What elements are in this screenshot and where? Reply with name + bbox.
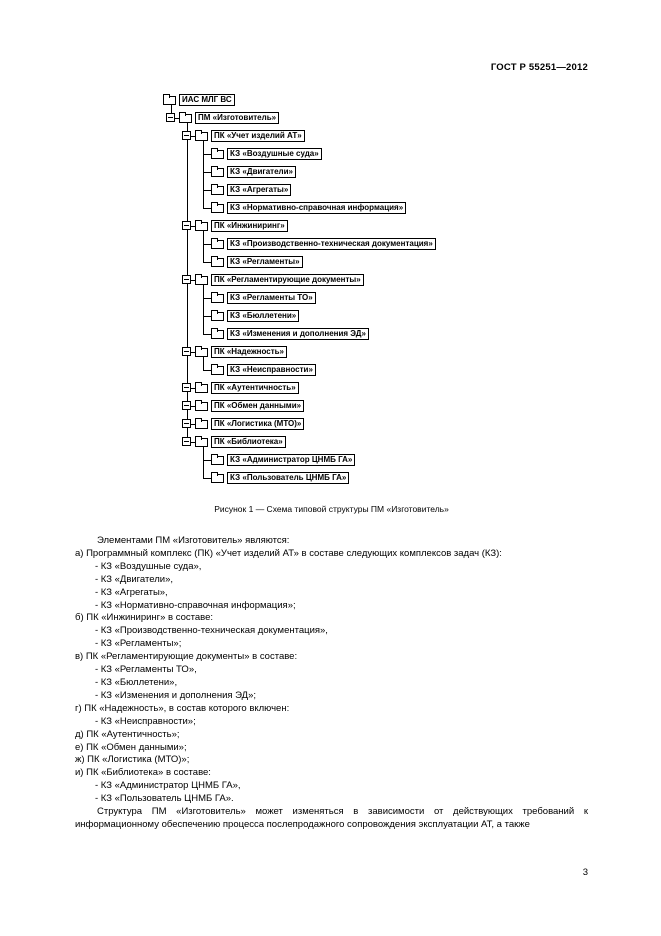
tree-node bbox=[211, 199, 588, 217]
tree-node-label: КЗ «Агрегаты» bbox=[227, 184, 291, 196]
tree-node-label: КЗ «Пользователь ЦНМБ ГА» bbox=[227, 472, 349, 484]
tree-node-label: КЗ «Бюллетени» bbox=[227, 310, 299, 322]
folder-icon bbox=[211, 258, 224, 267]
folder-icon bbox=[195, 222, 208, 231]
folder-icon bbox=[195, 132, 208, 141]
tree-node bbox=[195, 397, 588, 415]
tree-node-label: ПК «Логистика (МТО)» bbox=[211, 418, 304, 430]
folder-icon bbox=[211, 456, 224, 465]
tree-node bbox=[211, 469, 588, 487]
folder-icon bbox=[211, 168, 224, 177]
expander-icon bbox=[182, 275, 191, 284]
folder-icon bbox=[195, 420, 208, 429]
folder-icon bbox=[211, 240, 224, 249]
figure-1 bbox=[75, 91, 588, 514]
list-item: ж) ПК «Логистика (МТО)»; bbox=[75, 754, 190, 766]
tree-node-label: КЗ «Администратор ЦНМБ ГА» bbox=[227, 454, 355, 466]
tree-row bbox=[195, 127, 588, 145]
tree-node bbox=[211, 235, 588, 253]
tree-node bbox=[163, 91, 588, 487]
list-item: а) Программный комплекс (ПК) «Учет изделий АТ» в составе следующих комплексов задач (КЗ): bbox=[75, 547, 502, 559]
tree-node bbox=[195, 433, 588, 487]
tree-node bbox=[195, 343, 588, 379]
folder-icon bbox=[211, 294, 224, 303]
tree-row bbox=[179, 109, 588, 127]
folder-icon bbox=[195, 438, 208, 447]
expander-icon bbox=[182, 347, 191, 356]
tree-node-label: ПК «Библиотека» bbox=[211, 436, 286, 448]
tree-node-label: ПК «Инжиниринг» bbox=[211, 220, 288, 232]
tree-node bbox=[211, 163, 588, 181]
tree-node-label: ИАС МЛГ ВС bbox=[179, 94, 235, 106]
tree-node bbox=[211, 145, 588, 163]
tree-node-label: КЗ «Производственно-техническая документация» bbox=[227, 238, 436, 250]
tree-row bbox=[195, 397, 588, 415]
folder-icon bbox=[211, 312, 224, 321]
folder-icon bbox=[195, 276, 208, 285]
tree-node-label: КЗ «Регламенты» bbox=[227, 256, 303, 268]
tree-node-label: ПК «Регламентирующие документы» bbox=[211, 274, 364, 286]
tree-row bbox=[195, 379, 588, 397]
tree-node bbox=[211, 181, 588, 199]
list-item: и) ПК «Библиотека» в составе: bbox=[75, 767, 211, 779]
structure-tree bbox=[163, 91, 588, 487]
tree-row bbox=[195, 433, 588, 451]
closing-paragraph: Структура ПМ «Изготовитель» может изменяться в зависимости от действующих требований к информационному обеспечению процесса послепродажного сопровождения эксплуатации АТ, а также bbox=[75, 806, 588, 830]
tree-node bbox=[211, 307, 588, 325]
folder-icon bbox=[211, 366, 224, 375]
expander-icon bbox=[182, 221, 191, 230]
tree-node-label: КЗ «Неисправности» bbox=[227, 364, 316, 376]
tree-node-label: ПК «Обмен данными» bbox=[211, 400, 304, 412]
tree-node-label: КЗ «Регламенты ТО» bbox=[227, 292, 316, 304]
sub-list-item: - КЗ «Нормативно-справочная информация»; bbox=[95, 599, 296, 611]
tree-node-label: КЗ «Изменения и дополнения ЭД» bbox=[227, 328, 369, 340]
tree-node-label: ПК «Учет изделий АТ» bbox=[211, 130, 305, 142]
expander-icon bbox=[182, 437, 191, 446]
expander-icon bbox=[182, 401, 191, 410]
sub-list-item: - КЗ «Изменения и дополнения ЭД»; bbox=[95, 689, 257, 701]
tree-node-label: КЗ «Двигатели» bbox=[227, 166, 296, 178]
folder-icon bbox=[211, 330, 224, 339]
document-number: ГОСТ Р 55251—2012 bbox=[490, 62, 588, 73]
tree-node bbox=[179, 109, 588, 487]
sub-list-item: - КЗ «Двигатели», bbox=[95, 573, 173, 585]
folder-icon bbox=[211, 150, 224, 159]
tree-node bbox=[195, 127, 588, 217]
tree-node bbox=[195, 217, 588, 271]
folder-icon bbox=[211, 186, 224, 195]
sub-list-item: - КЗ «Неисправности»; bbox=[95, 715, 196, 727]
sub-list-item: - КЗ «Администратор ЦНМБ ГА», bbox=[95, 780, 241, 792]
tree-row bbox=[163, 91, 588, 109]
expander-icon bbox=[182, 131, 191, 140]
sub-list-item: - КЗ «Бюллетени», bbox=[95, 676, 178, 688]
figure-caption: Рисунок 1 — Схема типовой структуры ПМ «Изготовитель» bbox=[214, 504, 449, 514]
tree-row bbox=[195, 217, 588, 235]
sub-list-item: - КЗ «Производственно-техническая документация», bbox=[95, 625, 328, 637]
tree-node-label: ПК «Аутентичность» bbox=[211, 382, 299, 394]
page-number: 3 bbox=[582, 867, 588, 878]
tree-node bbox=[195, 379, 588, 397]
tree-node-label: КЗ «Нормативно-справочная информация» bbox=[227, 202, 406, 214]
sub-list-item: - КЗ «Регламенты ТО», bbox=[95, 664, 197, 676]
tree-row bbox=[195, 415, 588, 433]
tree-node bbox=[211, 253, 588, 271]
tree-node bbox=[211, 325, 588, 343]
expander-icon bbox=[166, 113, 175, 122]
tree-node bbox=[195, 415, 588, 433]
folder-icon bbox=[179, 114, 192, 123]
sub-list-item: - КЗ «Воздушные суда», bbox=[95, 560, 202, 572]
tree-node bbox=[211, 451, 588, 469]
folder-icon bbox=[195, 384, 208, 393]
sub-list-item: - КЗ «Регламенты»; bbox=[95, 638, 182, 650]
list-item: г) ПК «Надежность», в состав которого включен: bbox=[75, 702, 290, 714]
expander-icon bbox=[182, 419, 191, 428]
folder-icon bbox=[163, 96, 176, 105]
paragraph: Элементами ПМ «Изготовитель» являются: bbox=[97, 535, 290, 546]
tree-node-label: ПК «Надежность» bbox=[211, 346, 287, 358]
tree-row bbox=[195, 343, 588, 361]
expander-icon bbox=[182, 383, 191, 392]
folder-icon bbox=[211, 474, 224, 483]
tree-row bbox=[195, 271, 588, 289]
sub-list-item: - КЗ «Агрегаты», bbox=[95, 586, 168, 598]
list-item: д) ПК «Аутентичность»; bbox=[75, 728, 180, 740]
tree-node bbox=[195, 271, 588, 343]
list-item: в) ПК «Регламентирующие документы» в составе: bbox=[75, 651, 298, 663]
sub-list-item: - КЗ «Пользователь ЦНМБ ГА». bbox=[95, 793, 234, 805]
tree-node-label: КЗ «Воздушные суда» bbox=[227, 148, 322, 160]
tree-node bbox=[211, 289, 588, 307]
folder-icon bbox=[211, 204, 224, 213]
folder-icon bbox=[195, 402, 208, 411]
body-text bbox=[75, 535, 588, 832]
list-item: е) ПК «Обмен данными»; bbox=[75, 741, 187, 753]
tree-node bbox=[211, 361, 588, 379]
tree-node-label: ПМ «Изготовитель» bbox=[195, 112, 279, 124]
folder-icon bbox=[195, 348, 208, 357]
list-item: б) ПК «Инжиниринг» в составе: bbox=[75, 612, 214, 624]
